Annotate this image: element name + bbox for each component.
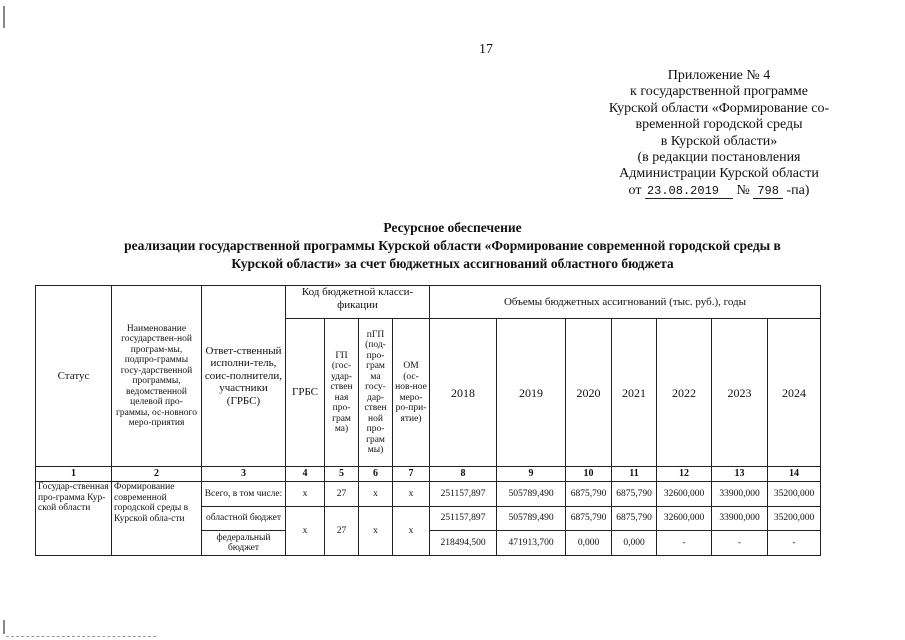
appendix-line: Администрации Курской области bbox=[619, 166, 819, 182]
scan-artifact-bottom bbox=[6, 636, 156, 638]
cell-value: 251157,897 bbox=[430, 482, 497, 507]
row-name: Формирование современной городской среды в Курской обла-сти bbox=[112, 482, 202, 556]
resolution-number: 798 bbox=[753, 184, 783, 199]
header-responsible: Ответ-ственный исполни-тель, соис-полнители, участники (ГРБС) bbox=[202, 286, 286, 467]
title-line: Ресурсное обеспечение bbox=[383, 220, 522, 235]
column-number: 3 bbox=[202, 467, 286, 482]
cell-pgp: х bbox=[359, 507, 393, 556]
appendix-line: (в редакции постановления bbox=[637, 150, 801, 166]
column-number: 4 bbox=[286, 467, 325, 482]
header-year: 2022 bbox=[657, 319, 712, 467]
column-number: 14 bbox=[768, 467, 821, 482]
cell-value: 0,000 bbox=[612, 531, 657, 556]
column-number: 1 bbox=[36, 467, 112, 482]
cell-value: 218494,500 bbox=[430, 531, 497, 556]
column-number: 5 bbox=[325, 467, 359, 482]
cell-value: 33900,000 bbox=[712, 482, 768, 507]
resolution-suffix: -па) bbox=[786, 182, 810, 198]
header-year: 2018 bbox=[430, 319, 497, 467]
cell-value: 6875,790 bbox=[566, 507, 612, 531]
header-year: 2023 bbox=[712, 319, 768, 467]
column-number: 7 bbox=[393, 467, 430, 482]
column-number: 6 bbox=[359, 467, 393, 482]
title-line: Курской области» за счет бюджетных ассигнований областного бюджета bbox=[231, 256, 674, 271]
column-number: 8 bbox=[430, 467, 497, 482]
cell-value: 471913,700 bbox=[497, 531, 566, 556]
cell-value: - bbox=[657, 531, 712, 556]
header-grbs: ГРБС bbox=[286, 319, 325, 467]
column-number: 12 bbox=[657, 467, 712, 482]
cell-value: 33900,000 bbox=[712, 507, 768, 531]
scan-artifact-left bbox=[3, 620, 5, 634]
cell-value: 32600,000 bbox=[657, 507, 712, 531]
header-name: Наименование государствен-ной програм-мы, подпро-граммы госу-дарственной программы, ведомственной целевой про-граммы, ос-новного меро-приятия bbox=[112, 286, 202, 467]
header-gp: ГП (гос-удар-ствен ная про-грам ма) bbox=[325, 319, 359, 467]
cell-value: - bbox=[768, 531, 821, 556]
cell-value: 251157,897 bbox=[430, 507, 497, 531]
number-prefix: № bbox=[736, 182, 750, 198]
cell-value: 6875,790 bbox=[612, 507, 657, 531]
cell-value: 6875,790 bbox=[566, 482, 612, 507]
cell-value: 505789,490 bbox=[497, 482, 566, 507]
date-prefix: от bbox=[628, 182, 642, 198]
cell-value: 505789,490 bbox=[497, 507, 566, 531]
row-responsible: федеральный бюджет bbox=[202, 531, 286, 556]
column-number: 2 bbox=[112, 467, 202, 482]
row-responsible: областной бюджет bbox=[202, 507, 286, 531]
header-year: 2024 bbox=[768, 319, 821, 467]
budget-table bbox=[35, 285, 821, 556]
cell-value: 35200,000 bbox=[768, 482, 821, 507]
cell-gp: 27 bbox=[325, 507, 359, 556]
resolution-reference bbox=[590, 183, 848, 199]
header-year: 2021 bbox=[612, 319, 657, 467]
row-status: Государ-ственная про-грамма Кур-ской области bbox=[36, 482, 112, 556]
column-number: 13 bbox=[712, 467, 768, 482]
header-volumes-group: Объемы бюджетных ассигнований (тыс. руб.), годы bbox=[430, 286, 821, 319]
appendix-line: в Курской области» bbox=[660, 133, 778, 149]
document-title bbox=[40, 219, 865, 273]
column-number: 11 bbox=[612, 467, 657, 482]
column-number: 10 bbox=[566, 467, 612, 482]
cell-value: - bbox=[712, 531, 768, 556]
cell-pgp: х bbox=[359, 482, 393, 507]
cell-grbs: х bbox=[286, 482, 325, 507]
cell-om: х bbox=[393, 482, 430, 507]
header-year: 2020 bbox=[566, 319, 612, 467]
title-line: реализации государственной программы Курской области «Формирование современной городской среды в bbox=[124, 238, 781, 253]
cell-value: 35200,000 bbox=[768, 507, 821, 531]
header-pgp: пГП (под-про-грам ма госу-дар-ствен ной про-грам мы) bbox=[359, 319, 393, 467]
header-year: 2019 bbox=[497, 319, 566, 467]
appendix-line: временной городской среды bbox=[635, 117, 803, 133]
appendix-line: Курской области «Формирование со- bbox=[608, 100, 830, 116]
cell-grbs: х bbox=[286, 507, 325, 556]
appendix-line: Приложение № 4 bbox=[667, 68, 771, 83]
header-code-group: Код бюджетной класси-фикации bbox=[286, 286, 430, 319]
header-om: ОМ (ос-нов-ное меро-ро-при-ятие) bbox=[393, 319, 430, 467]
appendix-line: к государственной программе bbox=[630, 84, 808, 100]
scan-artifact-left bbox=[3, 6, 5, 28]
column-number: 9 bbox=[497, 467, 566, 482]
cell-value: 0,000 bbox=[566, 531, 612, 556]
cell-gp: 27 bbox=[325, 482, 359, 507]
cell-value: 32600,000 bbox=[657, 482, 712, 507]
page-number: 17 bbox=[479, 42, 493, 57]
resolution-date: 23.08.2019 bbox=[645, 184, 733, 199]
row-responsible: Всего, в том числе: bbox=[202, 482, 286, 507]
appendix-block bbox=[590, 68, 848, 199]
cell-om: х bbox=[393, 507, 430, 556]
cell-value: 6875,790 bbox=[612, 482, 657, 507]
header-status: Статус bbox=[36, 286, 112, 467]
